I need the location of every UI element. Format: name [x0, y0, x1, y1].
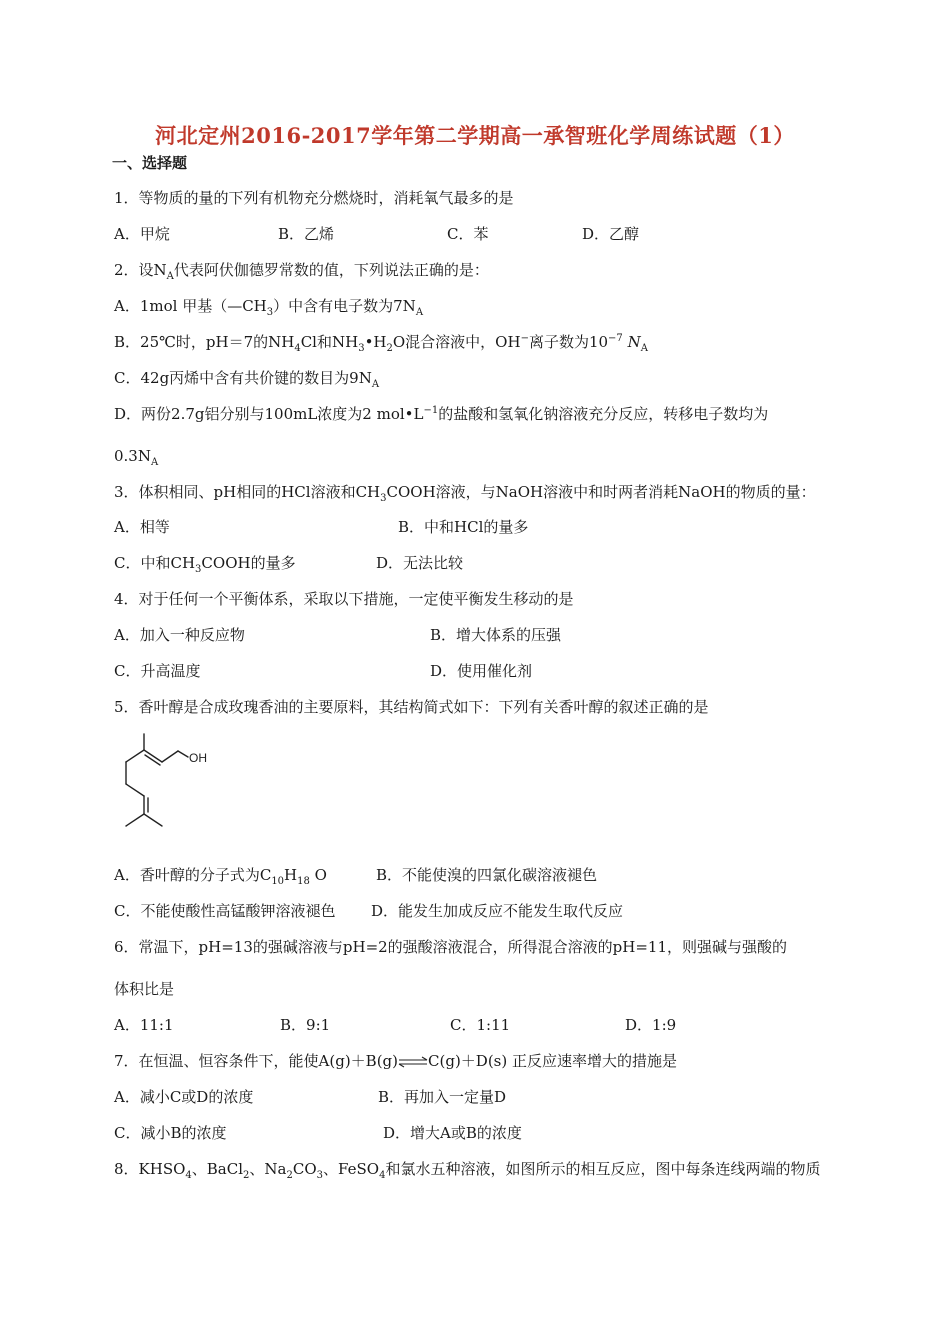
oh-label: OH [189, 751, 207, 765]
question-6-stem-line2: 体积比是 [114, 980, 175, 998]
q3-option-d: D．无法比较 [376, 554, 464, 572]
q7-option-d: D．增大A或B的浓度 [383, 1124, 522, 1142]
q1-option-d: D．乙醇 [582, 225, 640, 243]
q4-option-b: B．增大体系的压强 [430, 626, 562, 644]
q5-option-a: A．香叶醇的分子式为$C_{10}H_{18}$ O [114, 866, 327, 887]
q5-option-c: C．不能使酸性高锰酸钾溶液褪色 [114, 902, 336, 920]
q4-option-c: C．升高温度 [114, 662, 201, 680]
q5-option-d: D．能发生加成反应不能发生取代反应 [371, 902, 624, 920]
section-heading: 一、选择题 [112, 154, 188, 172]
q2-option-d-line2: $0.3N_A$ [114, 447, 159, 468]
q1-option-b: B．乙烯 [278, 225, 335, 243]
q6-option-d: D．1:9 [625, 1016, 677, 1034]
equilibrium-arrow-icon [398, 1056, 428, 1068]
q5-option-b: B．不能使溴的四氯化碳溶液褪色 [376, 866, 598, 884]
q7-option-c: C．减小B的浓度 [114, 1124, 227, 1142]
question-6-stem-line1: 6．常温下，pH=13的强碱溶液与pH=2的强酸溶液混合，所得混合溶液的pH=11，则强碱与强酸的 [114, 938, 788, 956]
q2-option-a: A．1mol 甲基$(—CH_3)$中含有电子数为$7N_A$ [114, 297, 424, 318]
q3-option-c: C．中和$CH_3COOH$的量多 [114, 554, 296, 575]
geraniol-structure [112, 728, 222, 838]
q4-option-a: A．加入一种反应物 [114, 626, 245, 644]
q1-option-c: C．苯 [447, 225, 489, 243]
question-4-stem: 4．对于任何一个平衡体系，采取以下措施，一定使平衡发生移动的是 [114, 590, 574, 608]
q2-option-d-line1: D．两份2.7g铝分别与100mL浓度为2 $mol•L^{-1}$的盐酸和氢氧化钠溶液充分反应，转移电子数均为 [114, 405, 769, 423]
q2-option-b: B．25℃时，pH＝7的$NH_4Cl$和$NH_3•H_2O$混合溶液中，OH−离子数为$10^{-7}$ $N_A$ [114, 333, 648, 354]
q3-option-a: A．相等 [114, 518, 170, 536]
question-5-stem: 5．香叶醇是合成玫瑰香油的主要原料，其结构简式如下：下列有关香叶醇的叙述正确的是 [114, 698, 709, 716]
question-3-stem: 3．体积相同、pH相同的HCl溶液和$CH_3COOH$溶液，与NaOH溶液中和时两者消耗NaOH的物质的量： [114, 483, 816, 504]
q7-option-b: B．再加入一定量D [378, 1088, 507, 1106]
page-title: 河北定州2016-2017学年第二学期高一承智班化学周练试题（1） [155, 123, 795, 148]
question-2-stem: 2．设$N_A$代表阿伏伽德罗常数的值，下列说法正确的是： [114, 261, 489, 282]
q7-option-a: A．减小C或D的浓度 [114, 1088, 254, 1106]
question-7-stem: 7．在恒温、恒容条件下，能使A(g)＋B(g) C(g)＋D(s) 正反应速率增大的措施是 [114, 1052, 677, 1070]
question-1-stem: 1．等物质的量的下列有机物充分燃烧时，消耗氧气最多的是 [114, 189, 514, 207]
question-8-stem: 8．$KHSO_4$、BaCl$_2$、$Na_2CO_3$、FeSO$_4$和氯水五种溶液，如图所示的相互反应，图中每条连线两端的物质 [114, 1160, 821, 1181]
q2-option-c: C．42g丙烯中含有共价键的数目为$9N_A$ [114, 369, 380, 390]
q6-option-b: B．9:1 [280, 1016, 331, 1034]
q4-option-d: D．使用催化剂 [430, 662, 533, 680]
q1-option-a: A．甲烷 [114, 225, 170, 243]
q6-option-a: A．11:1 [114, 1016, 174, 1034]
q3-option-b: B．中和HCl的量多 [398, 518, 529, 536]
q6-option-c: C．1:11 [450, 1016, 511, 1034]
